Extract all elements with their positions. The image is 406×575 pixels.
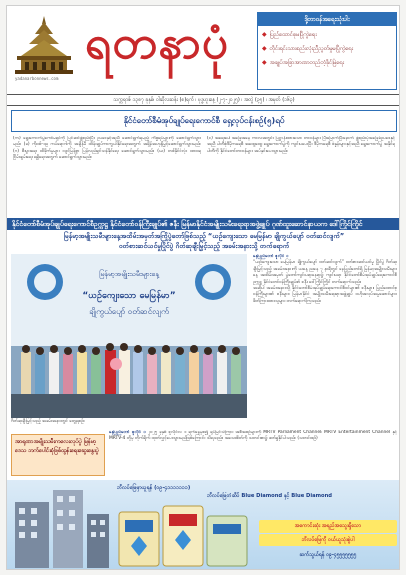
palace-emblem-icon bbox=[11, 14, 77, 78]
brief-text: ၂၀၂၅ ခုနှစ် ဇူလိုင်လ ၁ ရက်နေ့မှစ၍ ရုပ်မြင်သံကြား အစီအစဉ်များကို MRTV Parliament Channel၊ MRTV Entertainment Channel နှင့် MRTV-4 တို့မှ တိုက်ရိုက် ထုတ်လွှင့်ပေးသွားမည်ဖြစ်ကြောင်း သိရသည်။ အသေးစိတ်ကို သတင်းစာ၌ ဖတ်ရှုနိုင်ပါသည်။ (သတင်းစဉ်) bbox=[109, 430, 397, 442]
headline-subtitle-1: မြန်မာ့အမျိုးသမီးများနေ့အထိမ်းအမှတ်အကြိုပွဲတော်ဖြစ်သည့် “ယဉ်ကျေးသော မေမြန်မာ ချိုကွယ်ပျော် ဝတ်ဆင်လျက်” bbox=[63, 232, 345, 240]
promo-text: အာရုဏာအမျိုးသမီးကလေးလုပ်ပွဲ မြန်မာ့ဒေသ ဘက်ပေါင်းစုံဖြစ်ထွန်းရေးဆွေးနွေးပွဲ bbox=[15, 439, 99, 454]
headline-subtitle-2: ဝတ်စားဆင်ယင်မှုပြိုင်ပွဲ ဂိတ်ဆုချီးမြှင့်သည့် အခမ်းအနားသို့ တက်ရောက် bbox=[118, 242, 290, 250]
masthead bbox=[7, 6, 400, 92]
ad-phone-bottom: ဆက်သွယ်ရန် ၀၉-၄၅၅၅၅၅၅၅ bbox=[299, 552, 357, 558]
article-dateline: နေပြည်တော် ဇူလိုင် ၁ bbox=[253, 254, 289, 259]
objectives-title-box bbox=[11, 110, 397, 132]
issue-dateline: သက္ကရာဇ် ၁၃၈၇ ခုနှစ်၊ ဝါဆိုလဆန်း (၈)ရက် ၊ ဗုဒ္ဓဟူးနေ့ (၂-၇-၂၀၂၅) ၊ အတွဲ (၃၅) ၊ အမှတ် (၁၆၃) bbox=[7, 94, 400, 106]
ad-cta-2: ဘိလပ်မြေကို ဝယ်ယူသုံးစွဲပါ bbox=[259, 534, 397, 546]
bullet-icon: ◆ bbox=[262, 59, 267, 66]
ceremony-photo-illustration bbox=[11, 254, 247, 418]
ad-brand-line: ဘိလပ်မြေတံဆိပ် Blue Diamond နှင့် Blue Diamond bbox=[207, 493, 332, 499]
photo-caption: ဂိတ်ဆုချီးမြှင့်သည့် အခမ်းအနားတွင် တွေ့ရစဉ်။ bbox=[11, 419, 85, 424]
objectives-title: နိုင်ငံတော်စီမံအုပ်ချုပ်ရေးကောင်စီ ရှေ့လုပ်ငန်းစဉ်(၅)ရပ် bbox=[123, 116, 285, 125]
bullet-icon: ◆ bbox=[262, 31, 267, 38]
slogan-box bbox=[257, 12, 397, 90]
buildings-illustration bbox=[11, 484, 111, 568]
ad-cta-1: အကောင်းဆုံး အရည်အသွေးရှိသော bbox=[259, 520, 397, 533]
banner-line-3: ချိုကွယ်ပျော် ဝတ်ဆင်လျက် bbox=[89, 307, 169, 316]
objectives-right-column: (င) အရေးပေါ်အခြေအနေ ကာလအတွင်း ပြဋ္ဌာန်းထားသော တာဝန်များ ပြီးမြောက်ပြီးနောက် ဖွဲ့စည်းပုံအခြေခံဥပဒေနှင့်အညီ ပါတီစုံဒီမိုကရေစီ အထွေထွေ ရွေးကောက်ပွဲကို ကျင်းပပေးပြီး ဒီမိုကရေစီ စံနှုန်းများနှင့်အညီ ရွေးကောက်ပွဲ အနိုင်ရပါတီကို နိုင်ငံတော်တာဝန်များ အပ်နှင်းပေးသွားမည်။ bbox=[207, 136, 395, 154]
flower-bouquet-icon bbox=[110, 358, 122, 370]
brief-dateline: နေပြည်တော် ဇူလိုင် ၁ bbox=[109, 430, 146, 435]
cement-bags-illustration bbox=[115, 496, 255, 568]
newspaper-title: ရတနာပုံ bbox=[85, 15, 230, 69]
news-photo bbox=[11, 254, 247, 418]
news-article-column bbox=[253, 254, 397, 418]
cement-advertisement bbox=[7, 480, 400, 570]
promo-box bbox=[11, 434, 105, 476]
slogan-item: ◆ ပြည်ထောင်စုမပြိုကွဲရေး bbox=[262, 28, 392, 42]
site-url[interactable]: yadanarbonnews.com bbox=[15, 76, 59, 81]
ad-phone-top: ဘိလပ်မြေမှာယူရန် (၀၉-၄၁၁၁၁၁၁၁) bbox=[117, 485, 191, 491]
slogan-heading: ဒို့တာဝန်အရေးသုံးပါး bbox=[258, 13, 396, 26]
slogan-list bbox=[258, 26, 396, 72]
bullet-icon: ◆ bbox=[262, 45, 267, 52]
slogan-item: ◆ တိုင်းရင်းသားစည်းလုံးညီညွတ်မှုမပြိုကွဲရေး bbox=[262, 42, 392, 56]
headline-band: နိုင်ငံတော်စီမံအုပ်ချုပ်ရေးကောင်စီဥက္ကဋ္ဌ နိုင်ငံတော်ဝန်ကြီးချုပ်၏ ဇနီး မြန်မာနိုင်ငံအမျိုးသမီးရေးရာအဖွဲ့ချုပ် ဂုဏ်ထူးဆောင်နာယက ဒေါ်ကြိုင်ကြိုင် bbox=[7, 218, 400, 230]
article-paragraph-1: “ယဉ်ကျေးသော မေမြန်မာ ချိုကွယ်ပျော် ဝတ်ဆင်လျက်” ဝတ်စားဆင်ယင်မှု ပြိုင်ပွဲ ဂိတ်ဆုချီးမြှင့်သည့် အခမ်းအနားကို ယနေ့ ညနေ ၇ နာရီတွင် နေပြည်တော်ရှိ မြန်မာ့အမျိုးသမီးများနေ့ အထိမ်းအမှတ် ပွဲတော်ကျင်းပရာနေရာ၌ ကျင်းပရာ နိုင်ငံတော်စီမံအုပ်ချုပ်ရေးကောင်စီ ဥက္ကဋ္ဌ နိုင်ငံတော်ဝန်ကြီးချုပ်၏ ဇနီး ဒေါ်ကြိုင်ကြိုင် တက်ရောက်သည်။ bbox=[253, 260, 397, 285]
news-brief bbox=[109, 430, 397, 478]
article-paragraph-2: အဆိုပါ အခမ်းအနားသို့ နိုင်ငံတော်စီမံအုပ်ချုပ်ရေးကောင်စီဝင်များ၏ ဇနီးများ၊ ပြည်ထောင်စုဝန်ကြီးများ၏ ဇနီးများ၊ မြန်မာနိုင်ငံ အမျိုးသမီးရေးရာအဖွဲ့ချုပ် ဗဟိုအလုပ်အမှုဆောင်များ၊ ဖိတ်ကြားထားသူများ တက်ရောက်ကြသည်။ bbox=[253, 286, 397, 304]
newspaper-page bbox=[6, 5, 400, 570]
slogan-item: ◆ အချုပ်အခြာအာဏာတည်တံ့ခိုင်မြဲရေး bbox=[262, 56, 392, 70]
banner-line-1: မြန်မာ့အမျိုးသမီးများနေ့ bbox=[99, 270, 159, 278]
banner-line-2: “ယဉ်ကျေးသော မေမြန်မာ” bbox=[82, 291, 176, 301]
objectives-left-column: (က) ရွေးကောက်ပွဲကော်မရှင်ကို ပြင်ဆင်ဖွဲ့စည်းပြီး ဥပဒေနှင့်အညီ ဆောင်ရွက်ရမည့် ကိစ္စရပ်များကို ဆောင်ရွက်သွားမည်။ (ခ) ကိုဗစ်-၁၉ ကပ်ရောဂါကို အချိန်မီ ထိန်းချုပ်ကာကွယ်နိုင်ရေးအတွက် အရှိန်အဟုန်မြှင့်ဆောင်ရွက်သွားမည်။ (ဂ) စီးပွားရေး ထိခိုက်မှုများ လျင်မြန်စွာ ပြန်လည်ရှင်သန်နိုင်ရေး ဆောင်ရွက်သွားမည်။ (ဃ) တစ်နိုင်ငံလုံး ထာဝရငြိမ်းချမ်းရေး ရရှိရေးအတွက် ဆောင်ရွက်သွားမည်။ bbox=[13, 136, 201, 161]
